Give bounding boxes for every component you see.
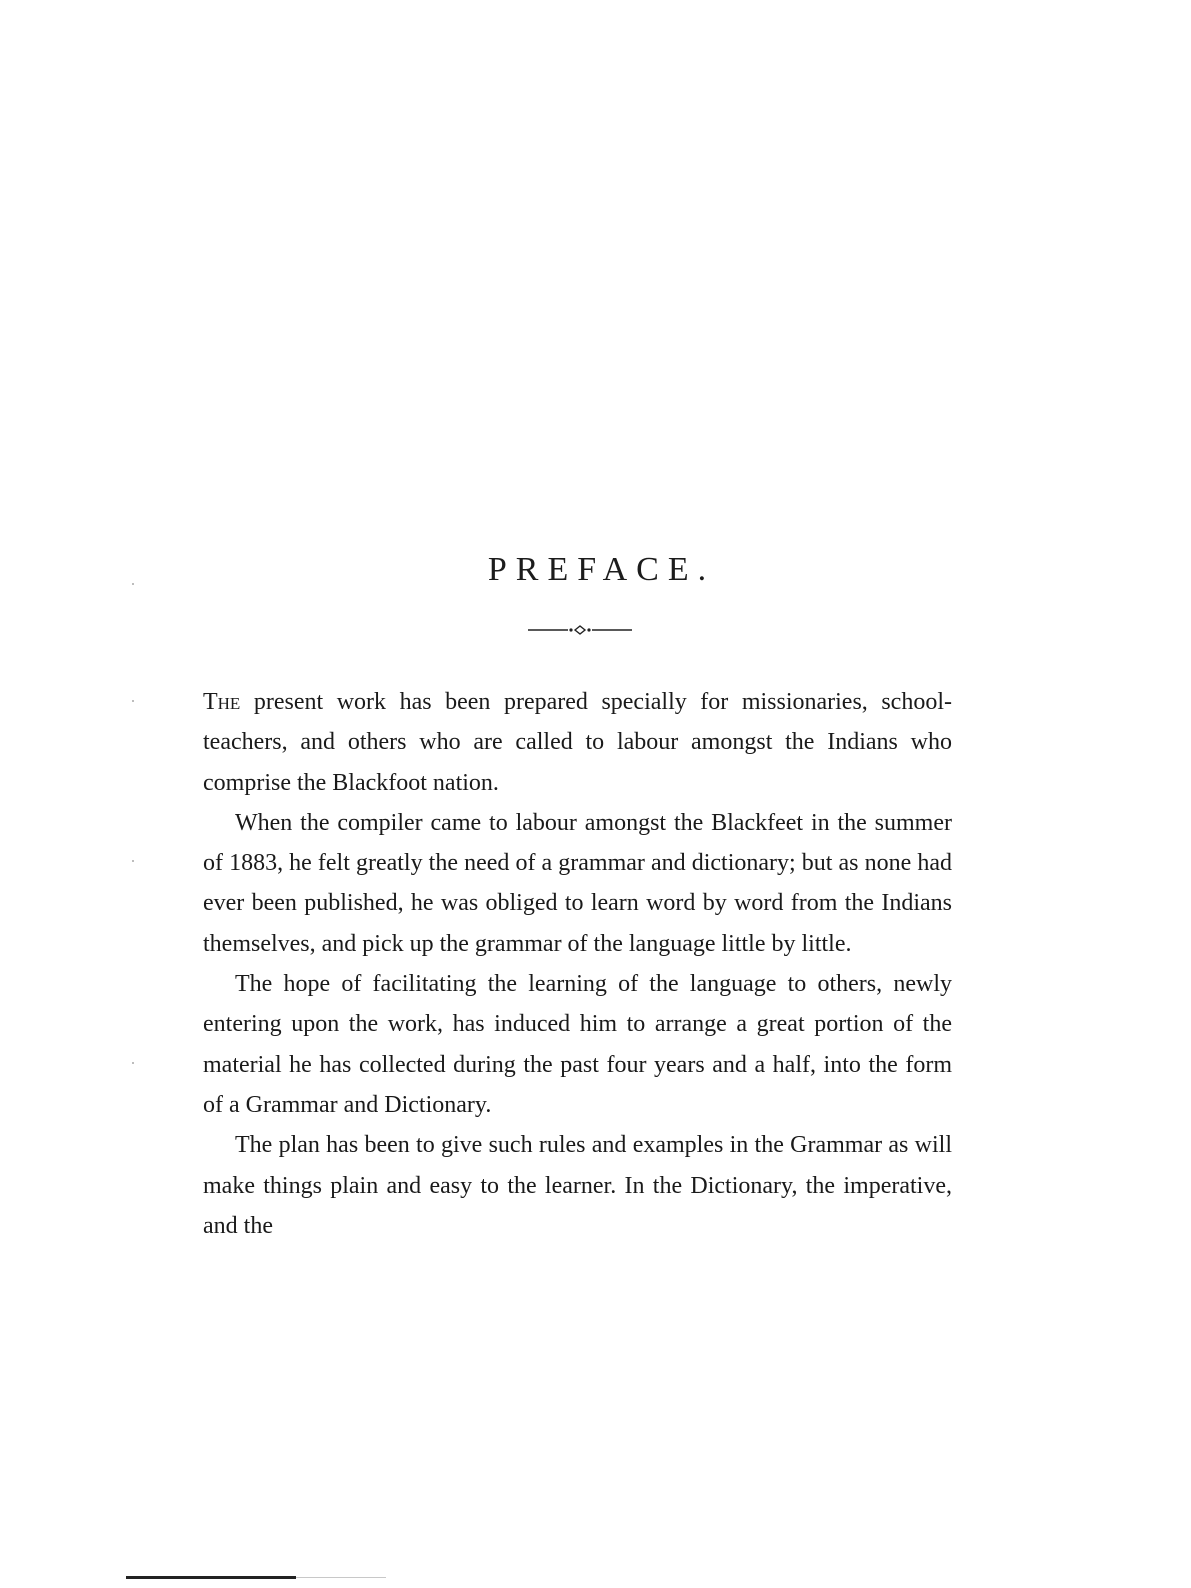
margin-speck [132, 700, 134, 702]
preface-body [203, 682, 952, 1246]
paragraph-3: The hope of facilitating the learning of the language to others, newly entering upon the work, has induced him to arrange a great portion of the material he has collected during the past four years and a half, into the form of a Grammar and Dictionary. [203, 971, 952, 1118]
paragraph-1 [203, 682, 952, 803]
margin-speck [132, 860, 134, 862]
margin-speck [132, 583, 134, 585]
ornament-divider-icon [528, 624, 632, 636]
paragraph-4: The plan has been to give such rules and examples in the Grammar as will make things plain and easy to the learner. In the Dictionary, the imperative, and the [203, 1132, 952, 1239]
paragraph-2: When the compiler came to labour amongst the Blackfeet in the summer of 1883, he felt greatly the need of a grammar and dictionary; but as none had ever been published, he was obliged to learn word by word from the Indians themselves, and pick up the grammar of the language little by little. [203, 809, 952, 957]
paragraph-lead-word: The [203, 689, 241, 715]
bottom-rule-faint [296, 1577, 386, 1578]
paragraph-text: present work has been prepared specially for missionaries, school-teachers, and others who are called to labour amongst the Indians who comprise the Blackfoot nation. [203, 689, 952, 796]
bottom-rule [126, 1576, 296, 1579]
margin-speck [132, 1062, 134, 1064]
page-title: PREFACE. [487, 550, 716, 588]
